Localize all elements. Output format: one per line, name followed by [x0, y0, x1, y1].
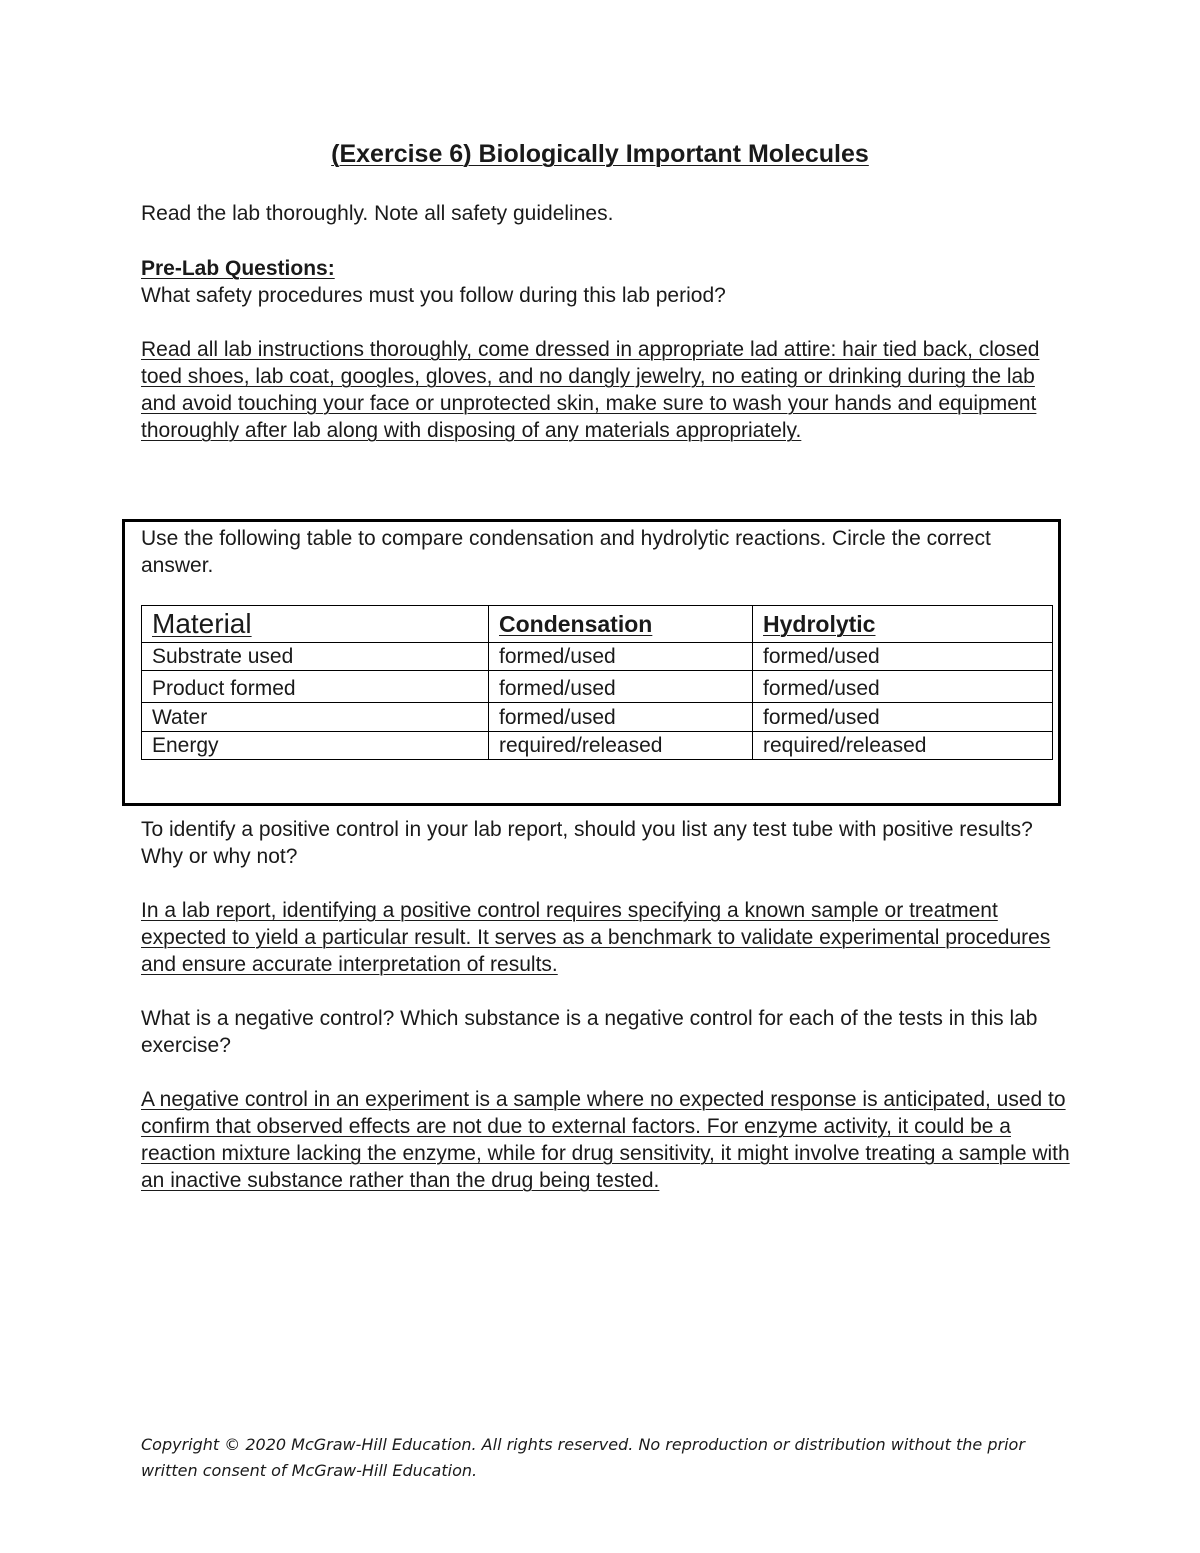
table-header-row — [142, 606, 1053, 643]
question-negative-control: What is a negative control? Which substance is a negative control for each of the tests in this lab exercise? — [141, 1007, 1038, 1057]
header-hydrolytic: Hydrolytic — [753, 606, 1053, 643]
page-title: (Exercise 6) Biologically Important Molecules — [331, 140, 869, 168]
table-instruction: Use the following table to compare condensation and hydrolytic reactions. Circle the correct answer. — [141, 527, 991, 577]
header-material: Material — [142, 606, 489, 643]
row-label: Product formed — [142, 671, 489, 703]
row-label: Energy — [142, 732, 489, 760]
table-row — [142, 732, 1053, 760]
hydrolytic-answer[interactable]: formed/used — [753, 643, 1053, 671]
intro-text: Read the lab thoroughly. Note all safety guidelines. — [141, 202, 614, 225]
condensation-answer[interactable]: required/released — [489, 732, 753, 760]
table-row — [142, 671, 1053, 703]
question-positive-control: To identify a positive control in your lab report, should you list any test tube with positive results? Why or why not? — [141, 818, 1033, 868]
table-row — [142, 703, 1053, 732]
condensation-answer[interactable]: formed/used — [489, 643, 753, 671]
table-row — [142, 643, 1053, 671]
hydrolytic-answer[interactable]: formed/used — [753, 671, 1053, 703]
row-label: Substrate used — [142, 643, 489, 671]
condensation-answer[interactable]: formed/used — [489, 671, 753, 703]
condensation-answer[interactable]: formed/used — [489, 703, 753, 732]
row-label: Water — [142, 703, 489, 732]
answer-safety: Read all lab instructions thoroughly, come dressed in appropriate lad attire: hair tied back, closed toed shoes, lab coat, googles, gloves, and no dangly jewelry, no eating or drinking during the lab and avoid touching your face or unprotected skin, make sure to wash your hands and equipment thoroughly after lab along with disposing of any materials appropriately. — [141, 338, 1040, 442]
hydrolytic-answer[interactable]: formed/used — [753, 703, 1053, 732]
copyright-notice: Copyright © 2020 McGraw-Hill Education. All rights reserved. No reproduction or distribution without the prior written consent of McGraw-Hill Education. — [141, 1435, 1025, 1480]
reaction-comparison-table — [141, 605, 1053, 760]
header-condensation: Condensation — [489, 606, 753, 643]
question-safety: What safety procedures must you follow during this lab period? — [141, 284, 726, 307]
answer-positive-control: In a lab report, identifying a positive control requires specifying a known sample or treatment expected to yield a particular result. It serves as a benchmark to validate experimental procedures and ensure accurate interpretation of results. — [141, 899, 1051, 976]
prelab-heading: Pre-Lab Questions: — [141, 257, 335, 280]
answer-negative-control: A negative control in an experiment is a sample where no expected response is anticipated, used to confirm that observed effects are not due to external factors. For enzyme activity, it could be a reaction mixture lacking the enzyme, while for drug sensitivity, it might involve treating a sample with an inactive substance rather than the drug being tested. — [141, 1088, 1070, 1192]
hydrolytic-answer[interactable]: required/released — [753, 732, 1053, 760]
